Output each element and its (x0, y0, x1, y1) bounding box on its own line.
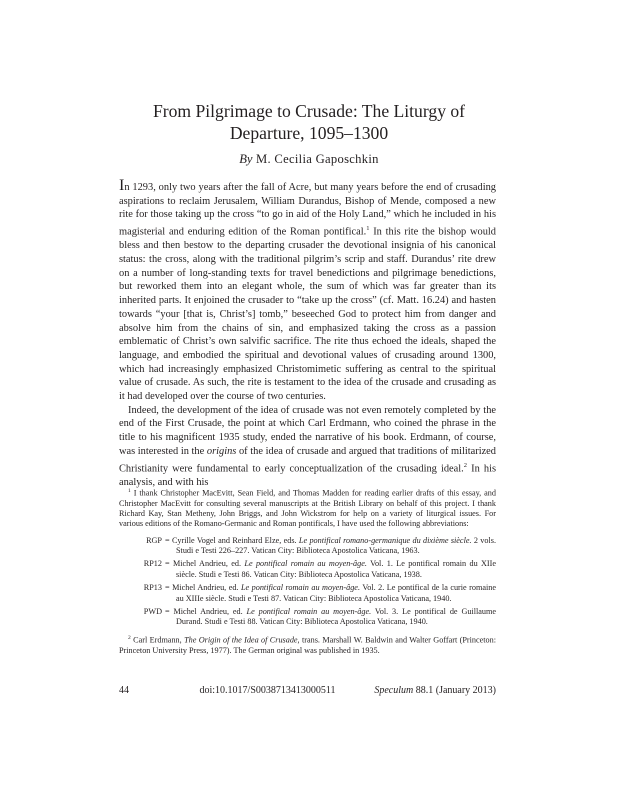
paragraph-1-text-a: n 1293, only two years after the fall of Acre, but many years before the end of crusading aspirations to reclaim Jerusalem, William Durandus, Bishop of Mende, composed a new rite for those taking up the cross “to go in aid of the Holy Land,” which he included in his magisterial and enduring edition of the Roman pontifical. (119, 182, 496, 238)
abbreviation-key: RGP (146, 535, 162, 545)
footnote-2 (119, 633, 496, 656)
byline-prefix: By (239, 152, 253, 166)
footnotes (119, 486, 496, 656)
footnote-1-text: I thank Christopher MacEvitt, Sean Field, and Thomas Madden for reading earlier drafts of this essay, and Christopher MacEvitt for consulting several manuscripts at the British Library on behalf of this project. I thank Richard Kay, Stan Metheny, John Briggs, and John Wickstrom for help on a variety of liturgical issues. For various editions of the Romano-Germanic and Roman pontificals, I have used the following abbreviations: (119, 488, 496, 529)
abbreviation-text (165, 607, 496, 627)
abbreviation-row (119, 607, 496, 627)
body-text (119, 177, 496, 489)
abbreviation-key: PWD (143, 607, 162, 617)
footnote-1-number: 1 (128, 488, 131, 494)
page-footer (119, 685, 496, 697)
paragraph-1 (119, 177, 496, 404)
paragraph-2 (119, 404, 496, 490)
footnote-ref-1[interactable]: 1 (366, 225, 370, 233)
footnote-2-text-a: Carl Erdmann, (130, 635, 185, 645)
abbreviation-title: Le pontifical romain au moyen-âge. (246, 607, 372, 617)
abbreviation-row (119, 583, 496, 603)
author-name: M. Cecilia Gaposchkin (255, 152, 379, 166)
drop-cap: I (119, 177, 125, 194)
abbreviation-row (119, 559, 496, 579)
abbreviation-text (165, 559, 496, 579)
abbreviation-title: Le pontifical romain au moyen-âge. (244, 559, 367, 569)
abbreviation-text (165, 583, 496, 603)
journal-issue: 88.1 (January 2013) (413, 685, 496, 696)
footnote-2-number: 2 (128, 634, 131, 641)
paragraph-1-text-b: In this rite the bishop would bless and then bestow to the departing crusader the devotional insignia of his canonical status: the cross, along with the traditional pilgrim’s scrip and staff. Durandus’ rite drew on a number of long-standing texts for travel benedictions and pilgrimage benedictions, but reworked them into an elegant whole, the sum of which was far greater than its inherited parts. It enjoined the crusader to “take up the cross” (cf. Matt. 16.24) and hasten towards “your [that is, Christ’s] tomb,” beseeched God to protect him from danger and absolve him from the chains of sin, and emphasized taking the cross as a passion emblematic of Christ’s own salvific sacrifice. The rite thus echoed the ideals, shaped the language, and embodied the spiritual and devotional values of crusading around 1300, which had increasingly emphasized Christomimetic suffering as central to the spiritual value of crusade. As such, the rite is testament to the idea of the crusade and crusading as it had developed over the course of two centuries. (119, 226, 496, 403)
footnote-1 (119, 486, 496, 530)
abbreviation-list (119, 536, 496, 628)
abbreviation-pre: = Cyrille Vogel and Reinhard Elze, eds. (165, 535, 299, 545)
paragraph-2-text-c: In his analysis, and with his (119, 463, 496, 488)
abbreviation-key: RP12 (143, 559, 162, 569)
abbreviation-pre: = Michel Andrieu, ed. (165, 583, 241, 593)
journal-citation (366, 685, 496, 697)
abbreviation-pre: = Michel Andrieu, ed. (165, 559, 245, 569)
paragraph-2-text-b: of the idea of crusade and argued that traditions of militarized Christianity were fundamental to early conceptualization of the crusading ideal. (119, 445, 496, 474)
abbreviation-title: Le pontifical romano-germanique du dixième siècle. (298, 535, 472, 545)
paragraph-2-emphasis: origins (206, 445, 237, 457)
journal-name: Speculum (374, 685, 414, 696)
abbreviation-key: RP13 (143, 583, 162, 593)
footnote-2-text-b: trans. Marshall W. Baldwin and Walter Goffart (Princeton: Princeton University Press, 1977). The German original was published in 1935. (119, 635, 497, 655)
abbreviation-row (119, 536, 496, 556)
paragraph-2-text-a: Indeed, the development of the idea of crusade was not even remotely completed by the end of the First Crusade, the point at which Carl Erdmann, who coined the phrase in the title to his magnificent 1935 study, ended the narrative of his book. Erdmann, of course, was interested in the (119, 404, 496, 457)
footnote-ref-2[interactable]: 2 (463, 461, 468, 469)
abbreviation-pre: = Michel Andrieu, ed. (165, 607, 247, 617)
doi-link[interactable]: doi:10.1017/S0038713413000511 (199, 685, 336, 696)
abbreviation-post: Vol. 3. Le pontifical de Guillaume Durand. Studi e Testi 88. Vatican City: Biblioteca Apostolica Vaticana, 1940. (176, 607, 497, 627)
abbreviation-post: Vol. 1. Le pontifical romain du XIIe siècle. Studi e Testi 86. Vatican City: Biblioteca Apostolica Vaticana, 1938. (176, 559, 497, 579)
page-number: 44 (119, 685, 129, 696)
abbreviation-post: 2 vols. Studi e Testi 226–227. Vatican City: Biblioteca Apostolica Vaticana, 1963. (176, 535, 496, 555)
article-title (100, 100, 518, 144)
abbreviation-post: Vol. 2. Le pontifical de la curie romaine au XIIIe siècle. Studi e Testi 87. Vatican City: Biblioteca Apostolica Vaticana, 1940. (176, 583, 496, 603)
title-line-2: Departure, 1095–1300 (229, 123, 389, 143)
abbreviation-title: Le pontifical romain au moyen-âge. (240, 583, 360, 593)
footnote-2-title: The Origin of the Idea of Crusade, (184, 635, 300, 645)
abbreviation-text (165, 536, 496, 556)
title-line-1: From Pilgrimage to Crusade: The Liturgy of (152, 101, 466, 121)
byline (100, 152, 518, 167)
